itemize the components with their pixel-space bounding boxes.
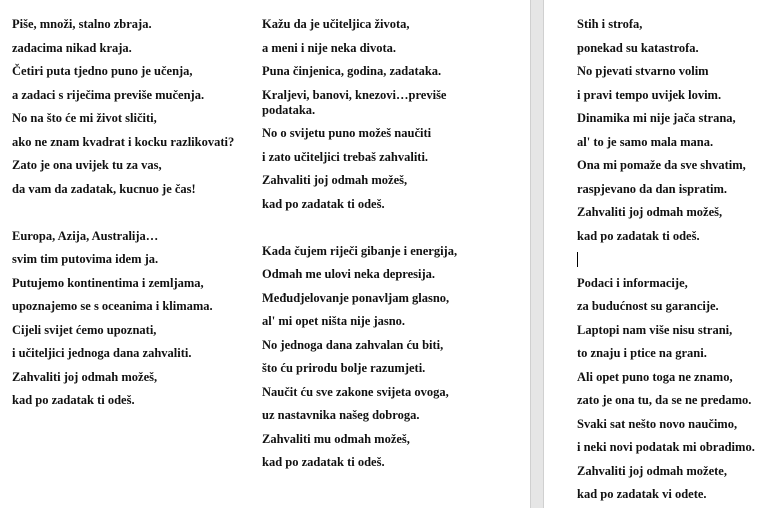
stanza bbox=[262, 240, 487, 475]
poem-line[interactable]: Naučit ću sve zakone svijeta ovoga, bbox=[262, 384, 449, 399]
stanza bbox=[12, 225, 252, 413]
poem-line[interactable]: da vam da zadatak, kucnuo je čas! bbox=[12, 181, 196, 196]
poem-line[interactable]: Zahvaliti joj odmah možeš, bbox=[262, 173, 408, 187]
poem-line[interactable]: zato je ona tu, da se ne predamo. bbox=[577, 393, 752, 407]
stanza bbox=[577, 13, 777, 248]
poem-line[interactable]: Ali opet puno toga ne znamo, bbox=[577, 369, 733, 384]
poem-line[interactable]: Dinamika mi nije jača strana, bbox=[577, 111, 736, 125]
poem-line[interactable]: No pjevati stvarno volim bbox=[577, 64, 709, 78]
poem-line[interactable]: i neki novi podatak mi obradimo. bbox=[577, 440, 755, 454]
poem-line[interactable]: Kažu da je učiteljica života, bbox=[262, 17, 410, 31]
poem-line[interactable]: No na što će mi život sličiti, bbox=[12, 111, 157, 125]
poem-line[interactable]: kad po zadatak ti odeš. bbox=[12, 393, 135, 407]
poem-line[interactable]: Zahvaliti joj odmah možeš, bbox=[577, 205, 723, 219]
poem-column-1 bbox=[12, 13, 252, 413]
text-cursor bbox=[577, 252, 578, 267]
poem-line[interactable]: ako ne znam kvadrat i kocku razlikovati? bbox=[12, 134, 235, 149]
poem-line[interactable]: ponekad su katastrofa. bbox=[577, 40, 699, 55]
poem-line[interactable]: zadacima nikad kraja. bbox=[12, 40, 132, 55]
poem-line[interactable]: i zato učiteljici trebaš zahvaliti. bbox=[262, 149, 429, 164]
document-page-right bbox=[544, 0, 781, 508]
poem-line[interactable]: Piše, množi, stalno zbraja. bbox=[12, 17, 152, 31]
poem-line[interactable]: Svaki sat nešto novo naučimo, bbox=[577, 416, 738, 431]
poem-line[interactable]: Cijeli svijet ćemo upoznati, bbox=[12, 322, 157, 337]
poem-line[interactable]: uz nastavnika našeg dobroga. bbox=[262, 408, 420, 422]
poem-line[interactable]: No o svijetu puno možeš naučiti bbox=[262, 126, 432, 140]
poem-line[interactable]: a meni i nije neka divota. bbox=[262, 40, 397, 55]
poem-line[interactable]: al' to je samo mala mana. bbox=[577, 134, 714, 149]
poem-line[interactable]: al' mi opet ništa nije jasno. bbox=[262, 314, 406, 328]
poem-line[interactable]: kad po zadatak ti odeš. bbox=[262, 196, 385, 211]
poem-line[interactable]: kad po zadatak vi odete. bbox=[577, 487, 707, 501]
poem-line[interactable]: i učiteljici jednoga dana zahvaliti. bbox=[12, 346, 192, 360]
poem-line[interactable]: svim tim putovima idem ja. bbox=[12, 252, 159, 266]
stanza bbox=[262, 13, 487, 216]
poem-line[interactable]: raspjevano da dan ispratim. bbox=[577, 181, 728, 196]
poem-line[interactable]: Europa, Azija, Australija… bbox=[12, 228, 159, 243]
poem-line[interactable]: Kraljevi, banovi, knezovi…previše podataka. bbox=[262, 87, 447, 117]
poem-line[interactable]: to znaju i ptice na grani. bbox=[577, 346, 707, 360]
poem-line[interactable]: Međudjelovanje ponavljam glasno, bbox=[262, 290, 450, 305]
poem-column-3 bbox=[577, 13, 777, 507]
poem-line[interactable]: Putujemo kontinentima i zemljama, bbox=[12, 275, 204, 290]
poem-line[interactable]: Ona mi pomaže da sve shvatim, bbox=[577, 158, 746, 172]
poem-line[interactable]: Zahvaliti joj odmah možeš, bbox=[12, 369, 158, 384]
poem-line[interactable]: Četiri puta tjedno puno je učenja, bbox=[12, 64, 193, 78]
stanza bbox=[577, 272, 777, 507]
poem-line[interactable]: kad po zadatak ti odeš. bbox=[262, 455, 385, 469]
poem-line[interactable]: upoznajemo se s oceanima i klimama. bbox=[12, 299, 213, 313]
poem-line[interactable]: što ću prirodu bolje razumjeti. bbox=[262, 361, 426, 375]
empty-line[interactable] bbox=[577, 248, 777, 272]
poem-line[interactable]: Zahvaliti mu odmah možeš, bbox=[262, 431, 410, 446]
poem-line[interactable]: No jednoga dana zahvalan ću biti, bbox=[262, 337, 444, 352]
poem-line[interactable]: i pravi tempo uvijek lovim. bbox=[577, 87, 722, 102]
poem-line[interactable]: Laptopi nam više nisu strani, bbox=[577, 322, 733, 337]
poem-line[interactable]: a zadaci s riječima previše mučenja. bbox=[12, 87, 205, 102]
poem-line[interactable]: Odmah me ulovi neka depresija. bbox=[262, 267, 436, 281]
poem-line[interactable]: Zahvaliti joj odmah možete, bbox=[577, 463, 727, 478]
poem-line[interactable]: Podaci i informacije, bbox=[577, 275, 688, 290]
poem-line[interactable]: kad po zadatak ti odeš. bbox=[577, 228, 700, 243]
stanza bbox=[12, 13, 252, 201]
page-gap-divider bbox=[530, 0, 544, 508]
poem-line[interactable]: Puna činjenica, godina, zadataka. bbox=[262, 64, 442, 78]
poem-line[interactable]: za budućnost su garancije. bbox=[577, 299, 719, 313]
poem-line[interactable]: Stih i strofa, bbox=[577, 17, 643, 31]
poem-line[interactable]: Kada čujem riječi gibanje i energija, bbox=[262, 243, 458, 258]
poem-line[interactable]: Zato je ona uvijek tu za vas, bbox=[12, 158, 162, 172]
poem-column-2 bbox=[262, 13, 487, 475]
